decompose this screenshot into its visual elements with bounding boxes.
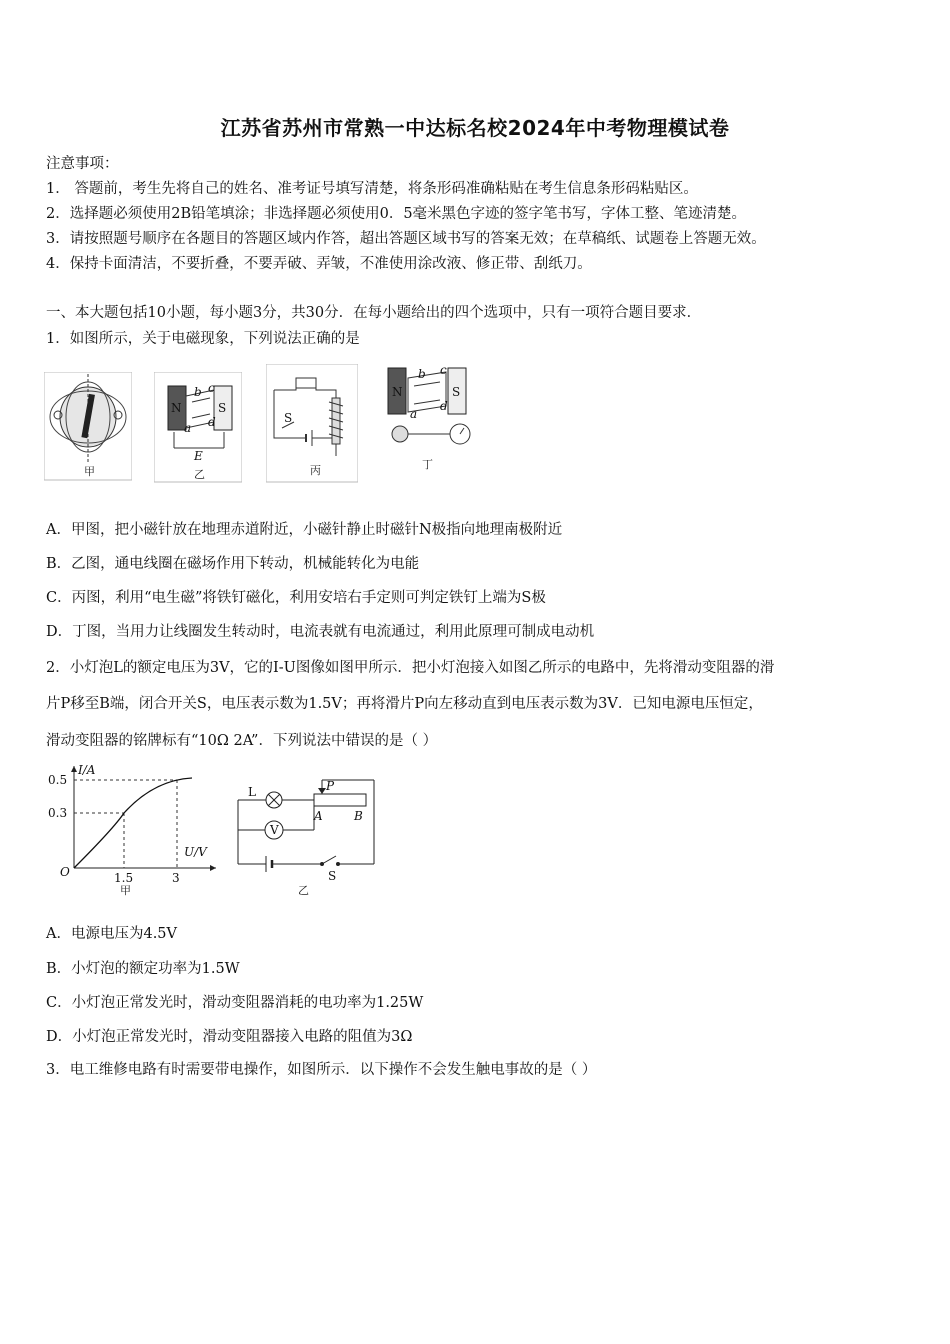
page-title: 江苏省苏州市常熟一中达标名校2024年中考物理模试卷 [220,116,730,140]
notice-item: 4．保持卡面清洁，不要折叠，不要弄破、弄皱，不准使用涂改液、修正带、刮纸刀。 [46,256,592,272]
switch-s-label: S [284,411,293,425]
pole-n-label: N [171,401,182,415]
iu-graph [44,760,219,898]
end-a-label: A [314,809,323,823]
notice-item: 2．选择题必须使用2B铅笔填涂；非选择题必须使用0．5毫米黑色字迹的签字笔书写，字体工整、笔迹清楚。 [46,206,747,222]
question-2-stem-line: 片P移至B端，闭合开关S，电压表示数为1.5V；再将滑片P向左移动直到电压表示数为3V．已知电源电压恒定， [46,696,763,712]
label-d: d [440,399,448,413]
x-tick-label: 1.5 [114,871,134,885]
question-1-stem: 1．如图所示，关于电磁现象，下列说法正确的是 [46,331,360,347]
pole-s-label: S [452,385,461,399]
q2-option-a: A．电源电压为4.5V [46,926,178,942]
x-tick-label: 3 [172,871,180,885]
label-d: d [208,415,216,429]
y-axis-label: I/A [78,763,96,777]
label-b: b [418,367,426,381]
figure-caption: 乙 [194,468,205,481]
end-b-label: B [354,809,363,823]
notice-heading: 注意事项： [46,156,119,172]
notice-item: 3．请按照题号顺序在各题目的答题区域内作答，超出答题区域书写的答案无效；在草稿纸、试题卷上答题无效。 [46,231,766,247]
figure-caption: 丙 [310,464,321,477]
q1-option-b: B．乙图，通电线圈在磁场作用下转动，机械能转化为电能 [46,556,420,572]
pole-s-label: S [218,401,227,415]
origin-label: O [60,865,70,879]
q2-option-d: D．小灯泡正常发光时，滑动变阻器接入电路的阻值为3Ω [46,1029,413,1045]
q1-option-c: C．丙图，利用“电生磁”将铁钉磁化，利用安培右手定则可判定铁钉上端为S极 [46,590,546,606]
label-c: c [440,364,447,377]
question-2-stem-line: 滑动变阻器的铭牌标有“10Ω 2A”．下列说法中错误的是（ ） [46,733,438,749]
label-b: b [194,385,202,399]
section-heading: 一、本大题包括10小题，每小题3分，共30分．在每小题给出的四个选项中，只有一项符合题目要求． [46,305,702,321]
q2-option-c: C．小灯泡正常发光时，滑动变阻器消耗的电功率为1.25W [46,995,424,1011]
q2-circuit [232,772,382,900]
figure-caption: 丁 [422,458,433,471]
figure-ding-generator [382,364,472,476]
figure-caption: 甲 [120,884,131,897]
figure-caption: 甲 [84,465,95,478]
question-3-stem: 3．电工维修电路有时需要带电操作，如图所示．以下操作不会发生触电事故的是（ ） [46,1062,597,1078]
label-a: a [410,407,418,421]
figure-jia-earth-magnet [44,372,132,482]
label-c: c [208,381,215,395]
x-axis-label: U/V [184,845,207,859]
figure-bing-electromagnet [266,364,358,484]
label-e: E [194,449,203,463]
lamp-label: L [248,785,256,799]
y-tick-label: 0.5 [48,773,68,787]
notice-item: 1． 答题前，考生先将自己的姓名、准考证号填写清楚，将条形码准确粘贴在考生信息条形码粘贴区。 [46,181,698,197]
pole-n-label: N [392,385,403,399]
figure-yi-motor [154,372,242,484]
y-tick-label: 0.3 [48,806,68,820]
q1-option-d: D．丁图，当用力让线圈发生转动时，电流表就有电流通过，利用此原理可制成电动机 [46,624,595,640]
label-a: a [184,421,192,435]
slider-label: P [326,779,335,793]
q1-option-a: A．甲图，把小磁针放在地理赤道附近，小磁针静止时磁针N极指向地理南极附近 [46,522,563,538]
q2-option-b: B．小灯泡的额定功率为1.5W [46,961,240,977]
switch-label: S [328,869,337,883]
voltmeter-label: V [270,823,279,837]
figure-caption: 乙 [298,884,309,897]
question-2-stem-line: 2．小灯泡L的额定电压为3V，它的I-U图像如图甲所示．把小灯泡接入如图乙所示的电路中，先将滑动变阻器的滑 [46,660,775,676]
